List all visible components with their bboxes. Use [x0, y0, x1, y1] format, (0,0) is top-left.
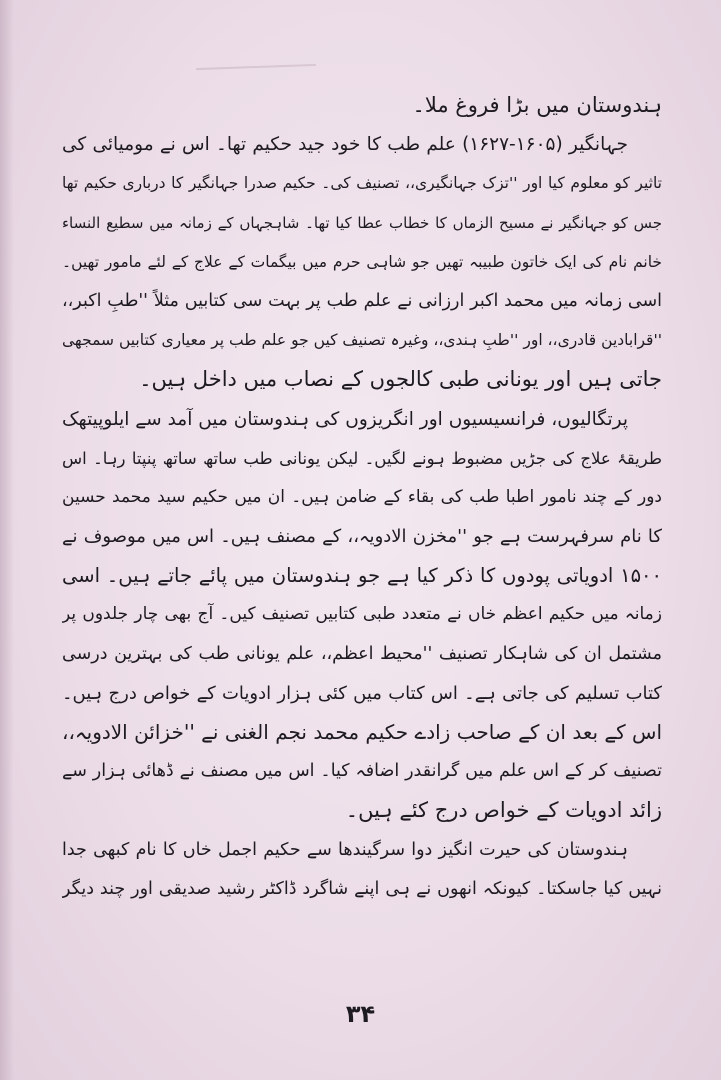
text-line: تاثیر کو معلوم کیا اور ''تزک جہانگیری،، تصنیف کی۔ حکیم صدرا جہانگیر کا درباری حکیم تھا: [62, 174, 662, 193]
text-line: ۱۵۰۰ ادویاتی پودوں کا ذکر کیا ہے جو ہندوستان میں پائے جاتے ہیں۔ اسی: [62, 564, 662, 588]
text-line: جاتی ہیں اور یونانی طبی کالجوں کے نصاب میں داخل ہیں۔: [139, 367, 662, 392]
text-line: تصنیف کر کے اس علم میں گرانقدر اضافہ کیا۔ اس میں مصنف نے ڈھائی ہزار سے: [62, 761, 662, 782]
text-line: ''قرابادین قادری،، اور ''طبِ ہندی،، وغیرہ تصنیف کیں جو علم طب پر معیاری کتابیں سمجھی: [62, 331, 662, 350]
text-line: زائد ادویات کے خواص درج کئے ہیں۔: [345, 798, 662, 823]
text-line: طریقۂ علاج کی جڑیں مضبوط ہونے لگیں۔ لیکن یونانی طب ساتھ ساتھ پنپتا رہا۔ اس: [62, 448, 662, 468]
text-line: اسی زمانہ میں محمد اکبر ارزانی نے علم طب پر بہت سی کتابیں مثلاً ''طبِ اکبر،،: [62, 290, 662, 311]
text-line: ہندوستان میں بڑا فروغ ملا۔: [412, 93, 662, 117]
page-edge-shadow: [0, 0, 14, 1080]
text-line: خانم نام کی ایک خاتون طبیبہ تھیں جو شاہی حرم میں بیگمات کے علاج کے لئے مامور تھیں۔: [62, 252, 662, 271]
text-line: اس کے بعد ان کے صاحب زادے حکیم محمد نجم الغنی نے ''خزائن الادویہ،،: [62, 720, 662, 744]
text-line: زمانہ میں حکیم اعظم خاں نے متعدد طبی کتابیں تصنیف کیں۔ آج بھی چار جلدوں پر: [62, 604, 662, 625]
text-line: پرتگالیوں، فرانسیسیوں اور انگریزوں کی ہندوستان میں آمد سے ایلوپیتھک: [62, 408, 628, 430]
text-line: جہانگیر (۱۶۰۵-۱۶۲۷) علم طب کا خود جید حکیم تھا۔ اس نے مومیائی کی: [62, 134, 628, 156]
urdu-text-body: [62, 86, 662, 909]
text-line: جس کو جہانگیر نے مسیح الزماں کا خطاب عطا کیا تھا۔ شاہجہاں کے زمانہ میں سطیع النساء: [62, 213, 662, 232]
text-line: کتاب تسلیم کی جاتی ہے۔ اس کتاب میں کئی ہزار ادویات کے خواص درج ہیں۔: [62, 682, 662, 704]
text-line: نہیں کیا جاسکتا۔ کیونکہ انھوں نے ہی اپنے شاگرد ڈاکٹر رشید صدیقی اور چند دیگر: [62, 878, 662, 899]
text-line: کا نام سرفہرست ہے جو ''مخزن الادویہ،، کے مصنف ہیں۔ اس میں موصوف نے: [62, 526, 662, 548]
text-line: مشتمل ان کی شاہکار تصنیف ''محیط اعظم،، علم یونانی طب کی بہترین درسی: [62, 643, 662, 664]
faint-pencil-mark: [196, 64, 316, 70]
text-line: ہندوستان کی حیرت انگیز دوا سرگیندھا سے حکیم اجمل خاں کا نام کبھی جدا: [62, 839, 628, 860]
text-line: دور کے چند نامور اطبا طب کی بقاء کے ضامن ہیں۔ ان میں حکیم سید محمد حسین: [62, 486, 662, 507]
page-number: ۳۴: [345, 1000, 376, 1028]
